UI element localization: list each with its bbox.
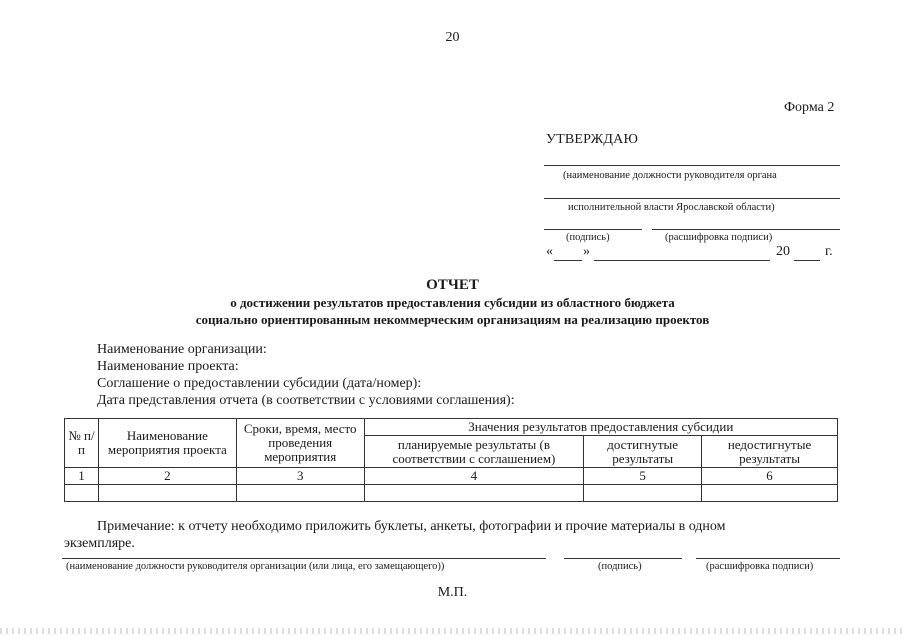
header-planned: планируемые результаты (в соответствии с соглашением)	[364, 436, 584, 468]
header-not-achieved: недостигнутые результаты	[702, 436, 838, 468]
form-label: Форма 2	[784, 100, 835, 115]
header-num: № п/п	[65, 419, 99, 468]
numbering-cell: 2	[98, 468, 236, 485]
signature-sign-caption: (подпись)	[598, 561, 642, 572]
empty-cell	[364, 485, 584, 502]
header-achieved: достигнутые результаты	[584, 436, 702, 468]
empty-cell	[702, 485, 838, 502]
approval-month-line	[594, 260, 770, 261]
report-subtitle-2: социально ориентированным некоммерческим организациям на реализацию проектов	[195, 312, 710, 327]
numbering-cell: 4	[364, 468, 584, 485]
numbering-cell: 5	[584, 468, 702, 485]
approval-date-open-quote: «	[546, 244, 553, 259]
header-values: Значения результатов предоставления субсидии	[364, 419, 837, 436]
approval-decoding-caption: (расшифровка подписи)	[665, 232, 773, 243]
empty-cell	[236, 485, 364, 502]
empty-cell	[584, 485, 702, 502]
signature-decoding-caption: (расшифровка подписи)	[706, 561, 814, 572]
scan-edge	[0, 628, 905, 634]
approval-position-caption-1: (наименование должности руководителя органа	[563, 170, 777, 181]
table-numbering-row	[65, 468, 838, 485]
field-organization: Наименование организации:	[97, 342, 267, 357]
report-subtitle-1: о достижении результатов предоставления субсидии из областного бюджета	[230, 295, 675, 310]
approval-signature-line	[544, 229, 642, 230]
table-header-row-1	[65, 419, 838, 436]
report-title: ОТЧЕТ	[426, 277, 479, 293]
signature-position-line	[62, 558, 546, 559]
empty-cell	[98, 485, 236, 502]
note-line-1	[97, 518, 839, 536]
table-empty-row	[65, 485, 838, 502]
approval-decoding-line	[652, 229, 840, 230]
approval-heading: УТВЕРЖДАЮ	[546, 132, 639, 147]
stamp-placeholder: М.П.	[437, 585, 468, 600]
numbering-cell: 3	[236, 468, 364, 485]
approval-position-line-2	[544, 198, 840, 199]
approval-signature-caption: (подпись)	[566, 232, 610, 243]
header-event: Наименование мероприятия проекта	[98, 419, 236, 468]
page-number: 20	[445, 30, 460, 45]
header-time-place: Сроки, время, место проведения мероприятия	[236, 419, 364, 468]
note-line-2: экземпляре.	[64, 536, 135, 551]
signature-position-caption: (наименование должности руководителя организации (или лица, его замещающего))	[66, 561, 445, 572]
approval-year-line	[794, 260, 820, 261]
numbering-cell: 6	[702, 468, 838, 485]
approval-year-suffix: г.	[825, 244, 833, 259]
approval-date-close-quote: »	[583, 244, 590, 259]
signature-sign-line	[564, 558, 682, 559]
approval-position-line	[544, 165, 840, 166]
field-agreement: Соглашение о предоставлении субсидии (дата/номер):	[97, 376, 422, 391]
approval-position-caption-2: исполнительной власти Ярославской области)	[568, 202, 775, 213]
field-report-date: Дата представления отчета (в соответствии с условиями соглашения):	[97, 393, 515, 408]
report-table	[64, 418, 838, 502]
signature-decoding-line	[696, 558, 840, 559]
approval-year-prefix: 20	[776, 244, 790, 259]
approval-day-line	[554, 260, 582, 261]
empty-cell	[65, 485, 99, 502]
numbering-cell: 1	[65, 468, 99, 485]
field-project: Наименование проекта:	[97, 359, 239, 374]
note-text-1: Примечание: к отчету необходимо приложить буклеты, анкеты, фотографии и прочие материалы в одном	[97, 519, 726, 534]
